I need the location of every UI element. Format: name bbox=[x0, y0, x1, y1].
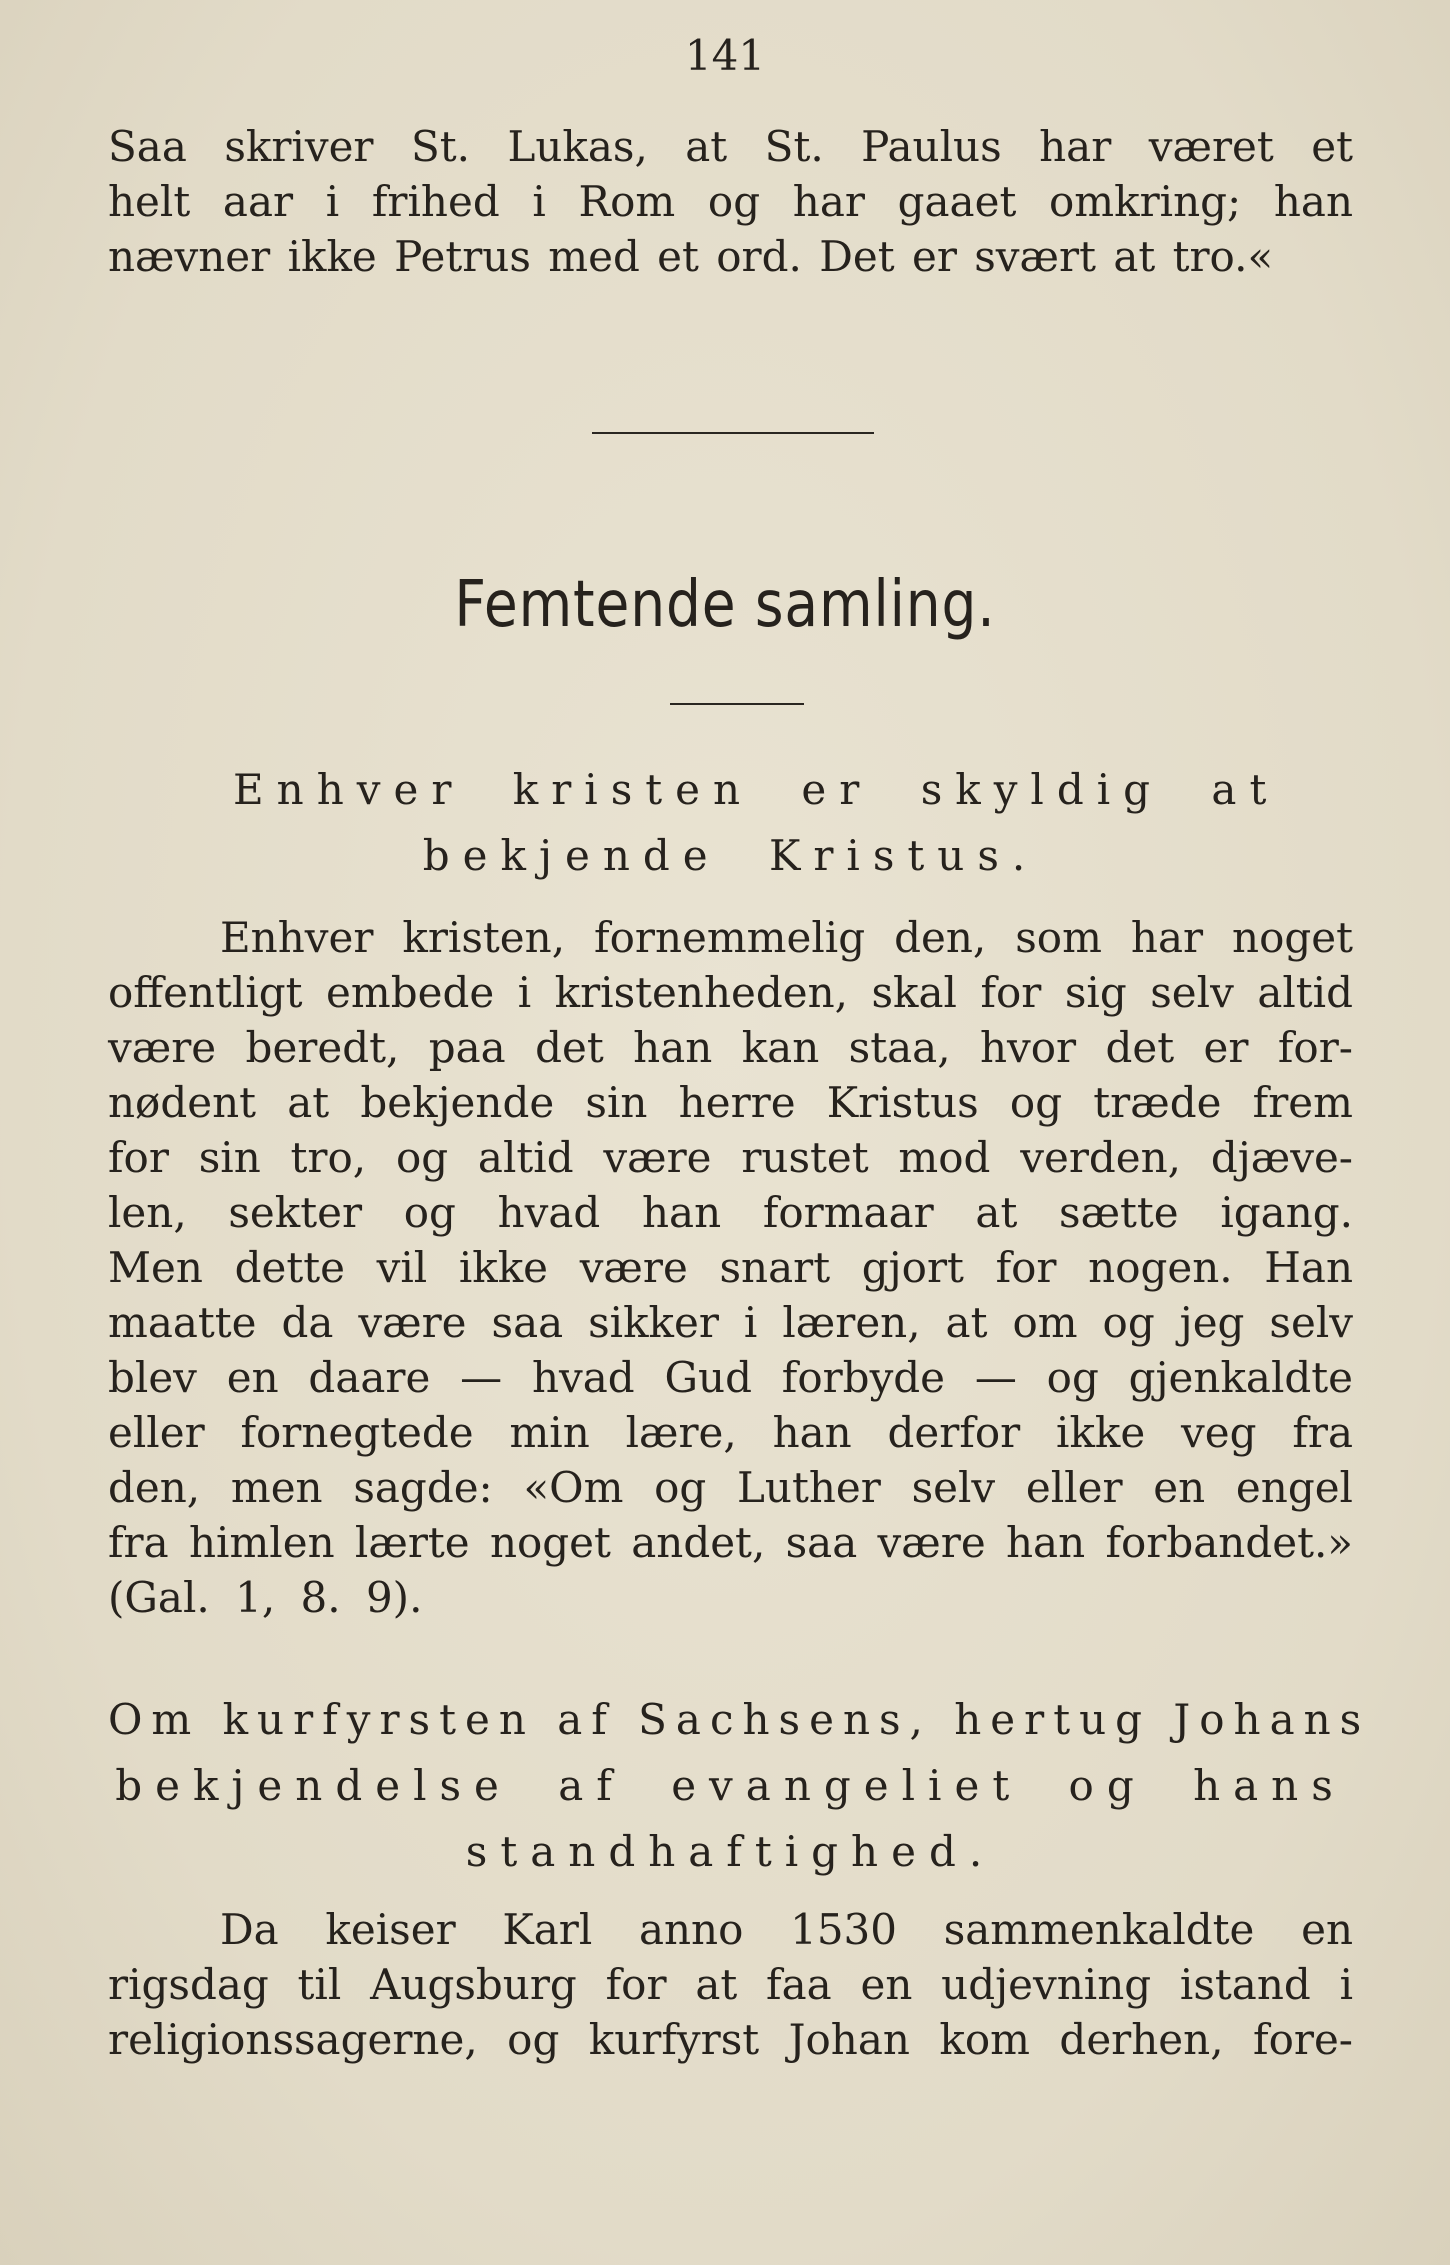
chapter-title: Femtende samling. bbox=[454, 568, 996, 642]
paragraph-line: len, sekter og hvad han formaar at sætte igang. bbox=[108, 1188, 1353, 1237]
section-divider-rule bbox=[592, 432, 874, 434]
section-heading-line: standhaftighed. bbox=[465, 1827, 996, 1876]
section-heading-line: Enhver kristen er skyldig at bbox=[233, 765, 1280, 814]
section-heading bbox=[108, 1687, 1371, 1885]
paragraph-line: nævner ikke Petrus med et ord. Det er svært at tro.« bbox=[108, 232, 1274, 281]
paragraph-line: den, men sagde: «Om og Luther selv eller en engel bbox=[108, 1463, 1353, 1512]
section-heading bbox=[108, 757, 1353, 889]
paragraph-line: helt aar i frihed i Rom og har gaaet omkring; han bbox=[108, 177, 1353, 226]
paragraph-line: (Gal. 1, 8. 9). bbox=[108, 1573, 423, 1622]
paragraph-line: maatte da være saa sikker i læren, at om og jeg selv bbox=[108, 1298, 1353, 1347]
paragraph-line: eller fornegtede min lære, han derfor ikke veg fra bbox=[108, 1408, 1353, 1457]
page-number: 141 bbox=[684, 31, 766, 80]
paragraph-line: fra himlen lærte noget andet, saa være han forbandet.» bbox=[108, 1518, 1353, 1567]
section-paragraph bbox=[108, 910, 1353, 1625]
paragraph-line: rigsdag til Augsburg for at faa en udjevning istand i bbox=[108, 1960, 1353, 2009]
paragraph-line: blev en daare — hvad Gud forbyde — og gjenkaldte bbox=[108, 1353, 1353, 1402]
paragraph-line: være beredt, paa det han kan staa, hvor det er for- bbox=[108, 1023, 1353, 1072]
title-underline-rule bbox=[670, 703, 804, 705]
paragraph-line: offentligt embede i kristenheden, skal for sig selv altid bbox=[108, 968, 1353, 1017]
paragraph-line: Men dette vil ikke være snart gjort for nogen. Han bbox=[108, 1243, 1353, 1292]
section-paragraph bbox=[108, 1902, 1353, 2067]
intro-paragraph bbox=[108, 119, 1353, 284]
paragraph-line: Da keiser Karl anno 1530 sammenkaldte en bbox=[220, 1905, 1353, 1954]
paragraph-line: for sin tro, og altid være rustet mod verden, djæve- bbox=[108, 1133, 1353, 1182]
paragraph-line: religionssagerne, og kurfyrst Johan kom derhen, fore- bbox=[108, 2015, 1353, 2064]
section-heading-line: bekjendelse af evangeliet og hans bbox=[115, 1761, 1346, 1810]
paragraph-line: nødent at bekjende sin herre Kristus og træde frem bbox=[108, 1078, 1353, 1127]
section-heading-line: bekjende Kristus. bbox=[422, 831, 1039, 880]
paragraph-line: Enhver kristen, fornemmelig den, som har noget bbox=[220, 913, 1353, 962]
section-heading-line: Om kurfyrsten af Sachsens, hertug Johans bbox=[108, 1695, 1371, 1744]
paragraph-line: Saa skriver St. Lukas, at St. Paulus har været et bbox=[108, 122, 1353, 171]
